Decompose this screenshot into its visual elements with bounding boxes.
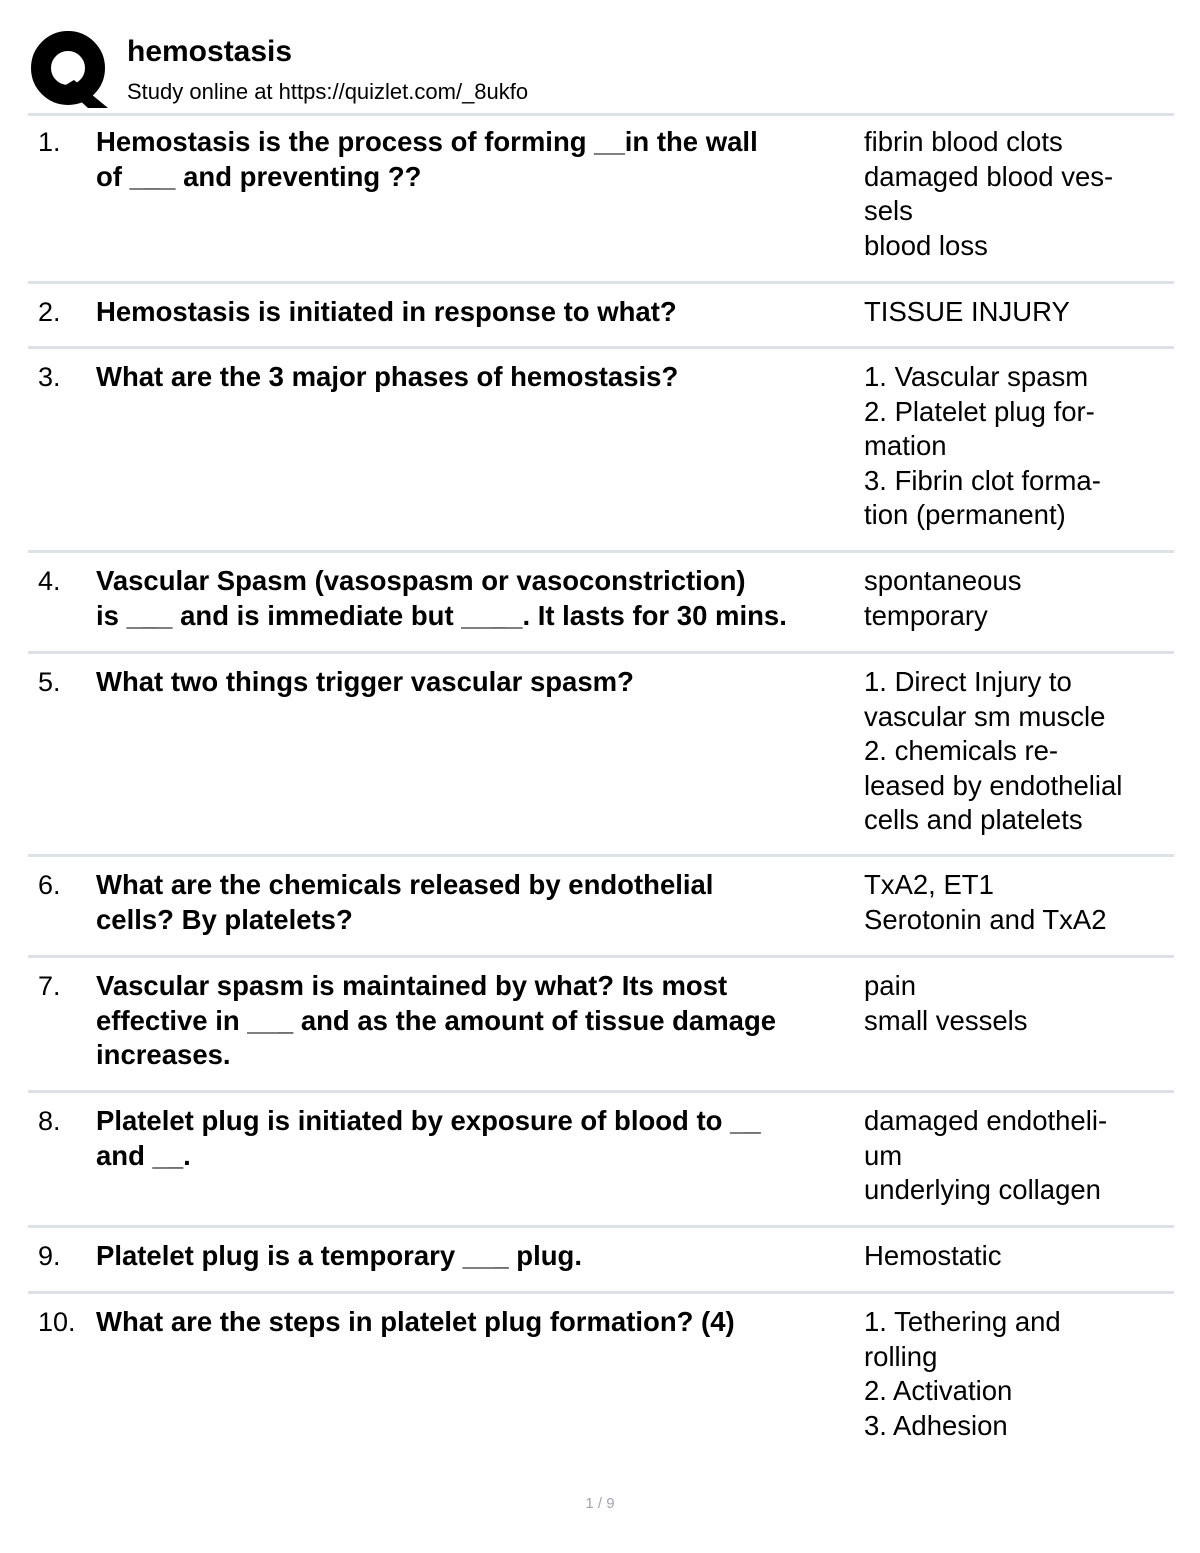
divider [28,854,1174,857]
card-number: 4. [38,566,61,596]
card-definition: damaged endotheli- um underlying collagen [864,1105,1108,1205]
card-definition: 1. Tethering and rolling 2. Activation 3. Adhesion [864,1306,1061,1441]
card-definition: fibrin blood clots damaged blood ves- sels blood loss [864,126,1114,261]
card-term: What are the 3 major phases of hemostasis? [96,361,679,392]
card-definition: Hemostatic [864,1240,1002,1271]
divider [28,651,1174,654]
card-definition: pain small vessels [864,970,1028,1036]
divider [28,346,1174,349]
card-term: Platelet plug is initiated by exposure of blood to __ and __. [96,1105,761,1171]
study-online-link[interactable]: Study online at https://quizlet.com/_8ukfo [127,79,529,104]
divider [28,1090,1174,1093]
divider [28,1225,1174,1228]
card-term: Platelet plug is a temporary ___ plug. [96,1240,582,1271]
divider [28,1291,1174,1294]
quizlet-logo-icon [30,30,108,108]
card-number: 1. [38,127,61,157]
card-number: 9. [38,1241,61,1271]
card-number: 2. [38,297,61,327]
card-term: Hemostasis is initiated in response to what? [96,296,677,327]
card-number: 10. [38,1307,76,1337]
divider [28,550,1174,553]
card-term: What are the chemicals released by endothelial cells? By platelets? [96,869,714,935]
card-definition: spontaneous temporary [864,565,1022,631]
card-definition: TISSUE INJURY [864,296,1070,327]
card-term: Vascular spasm is maintained by what? Its most effective in ___ and as the amount of tissue damage increases. [96,970,777,1070]
card-term: What two things trigger vascular spasm? [96,666,634,697]
card-term: Vascular Spasm (vasospasm or vasoconstriction) is ___ and is immediate but ____. It lasts for 30 mins. [96,565,787,631]
card-number: 5. [38,667,61,697]
page-number: 1 / 9 [585,1495,615,1512]
set-title: hemostasis [127,35,293,68]
card-definition: 1. Vascular spasm 2. Platelet plug for- mation 3. Fibrin clot forma- tion (permanent) [864,361,1101,530]
card-definition: 1. Direct Injury to vascular sm muscle 2. chemicals re- leased by endothelial cells and platelets [864,666,1123,835]
card-number: 3. [38,362,61,392]
card-term: What are the steps in platelet plug formation? (4) [96,1306,735,1337]
card-number: 6. [38,870,61,900]
divider [28,281,1174,284]
card-number: 8. [38,1106,61,1136]
divider [28,113,1174,116]
card-number: 7. [38,971,61,1001]
card-term: Hemostasis is the process of forming __in the wall of ___ and preventing ?? [96,126,758,192]
divider [28,955,1174,958]
page-header [28,28,1174,112]
card-definition: TxA2, ET1 Serotonin and TxA2 [864,869,1107,935]
